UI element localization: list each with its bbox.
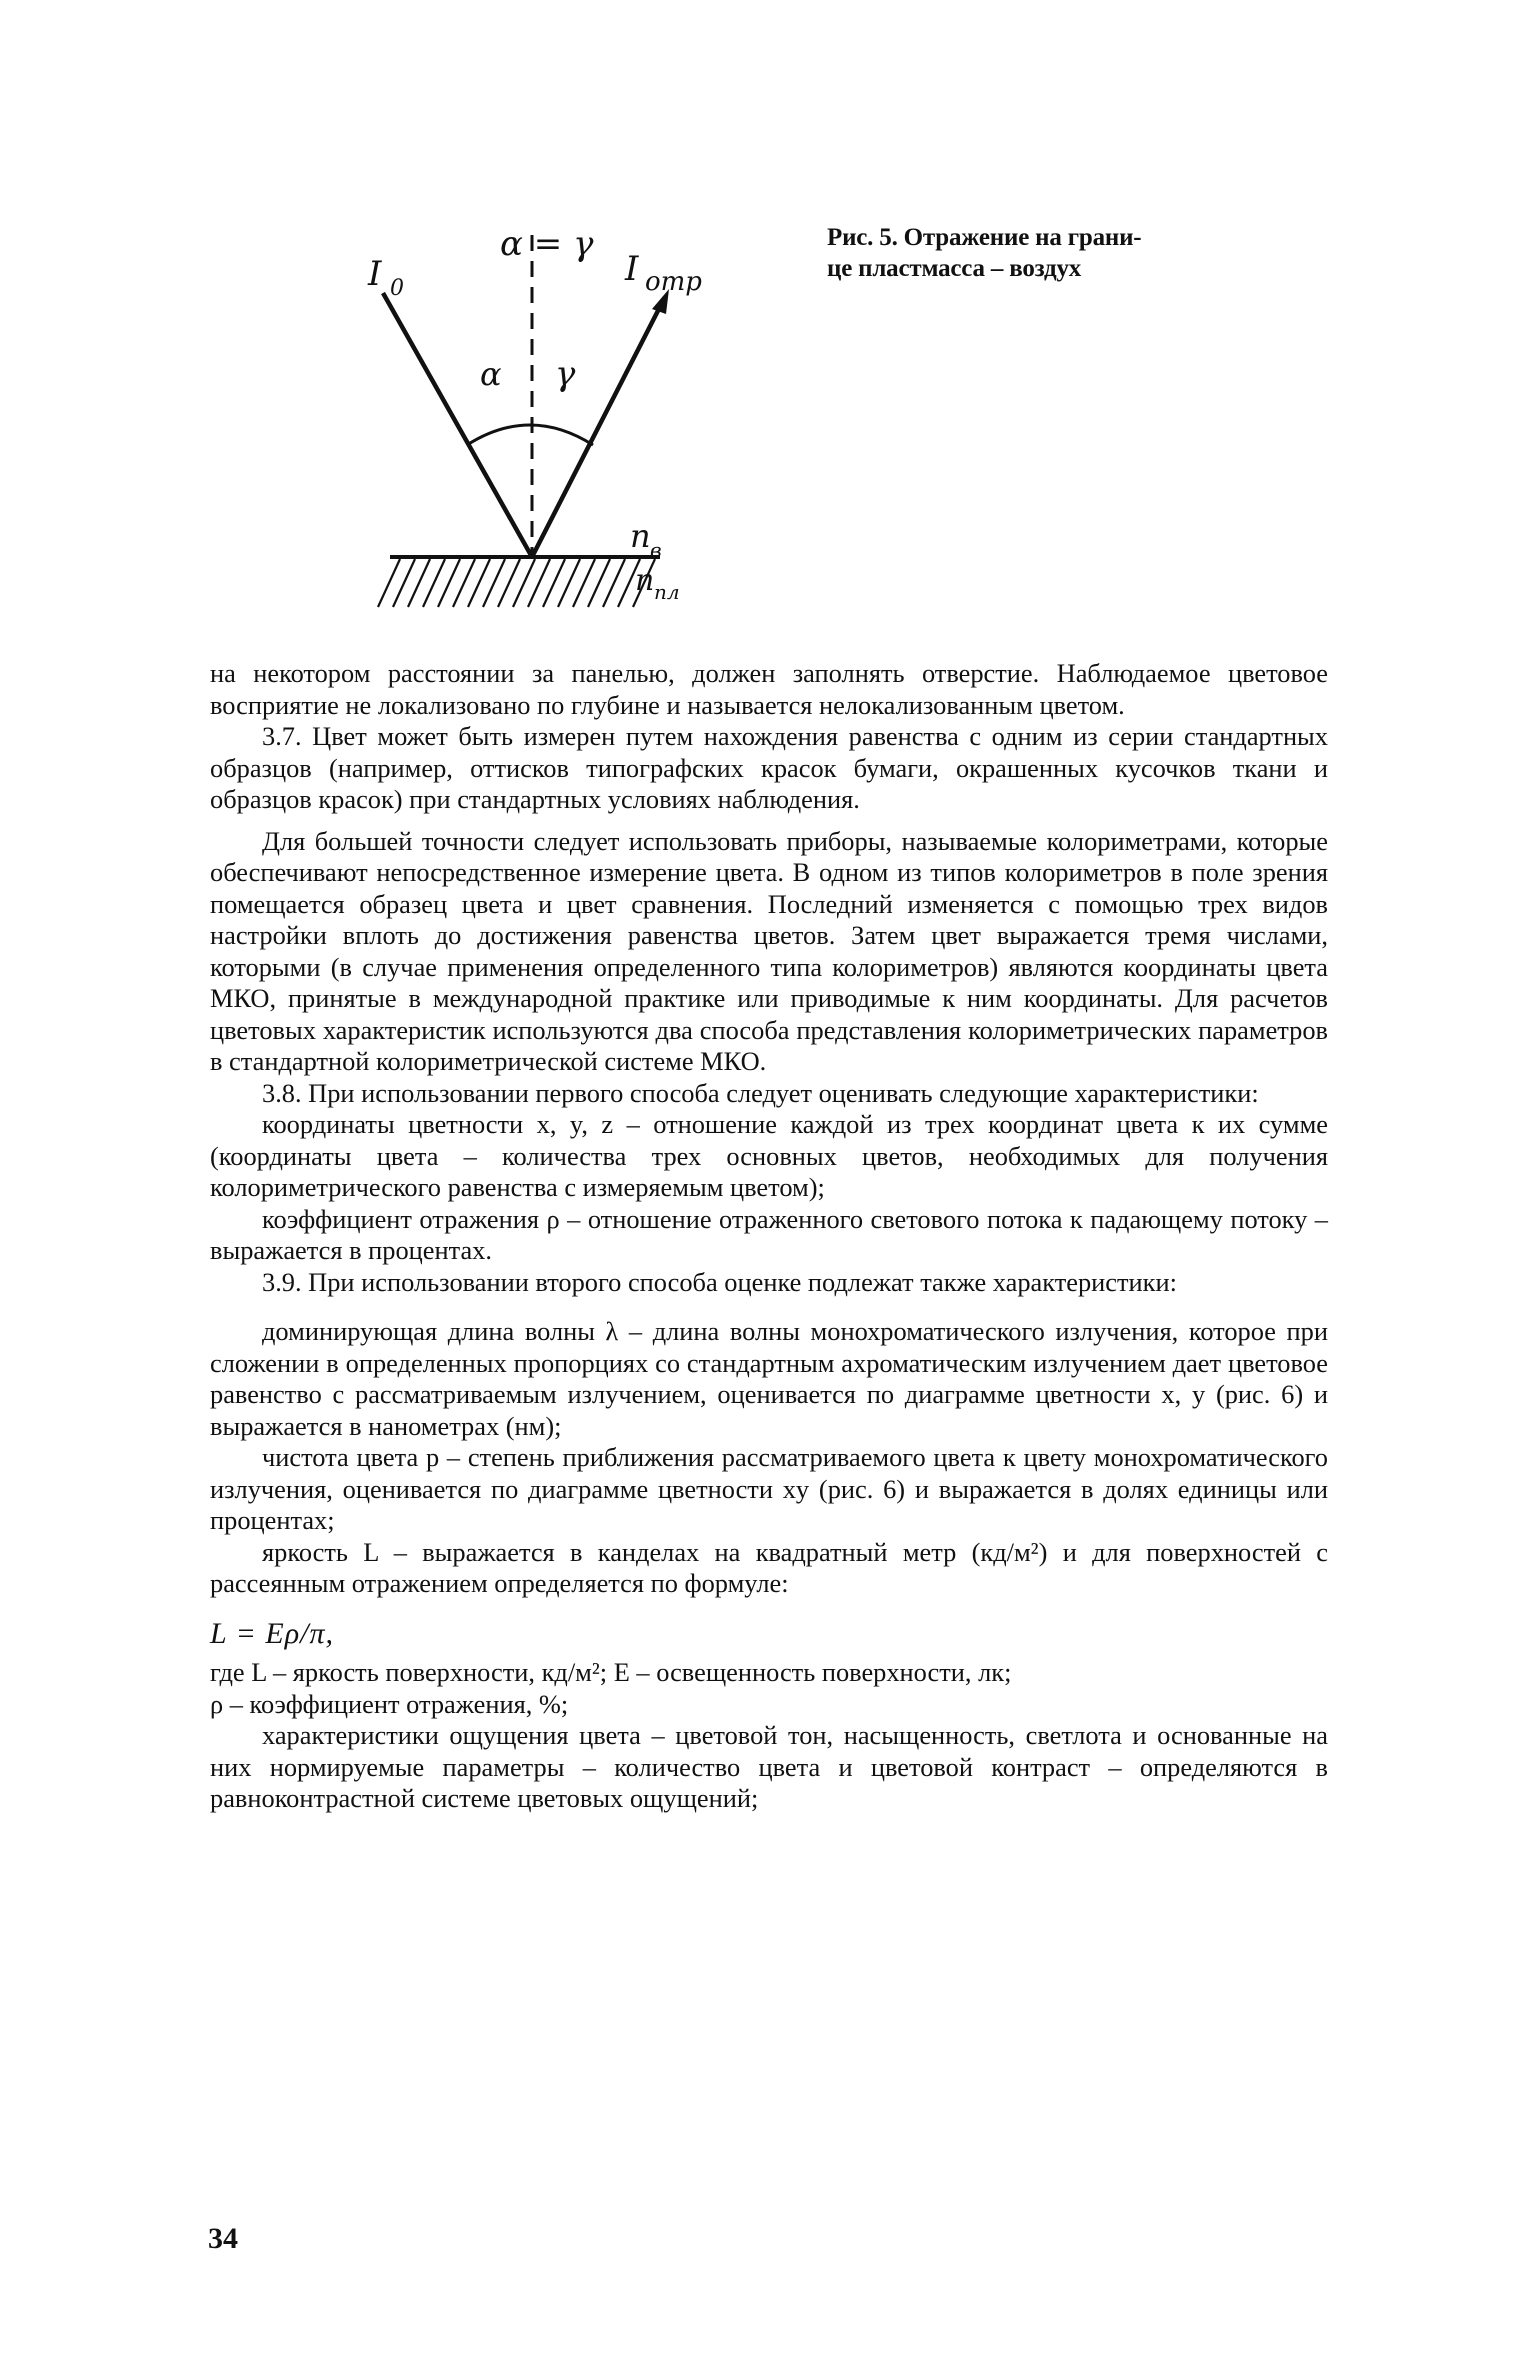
paragraph: где L – яркость поверхности, кд/м²; E – освещенность поверхности, лк; [210,1657,1012,1687]
paragraph: Для большей точности следует использовать приборы, называемые колориметрами, которые обеспечивают непосредственное измерение цвета. В одном из типов колориметров в поле зрения помещается образец цвета и цвет сравнения. Последний изменяется с помощью трех видов настройки вплоть до достижения равенства цветов. Затем цвет выражается тремя числами, которыми (в случае применения определенного типа колориметров) являются координаты цвета МКО, принятые в международной практике или приводимые к ним координаты. Для расчетов цветовых характеристик используются два способа представления колориметрических параметров в стандартной колориметрической системе МКО. [210,825,1328,1076]
paragraph: на некотором расстоянии за панелью, должен заполнять отверстие. Наблюдаемое цветовое восприятие не локализовано по глубине и называется нелокализованным цветом. [210,658,1328,720]
incident-ray [383,293,532,557]
label-reflected: I [625,249,639,289]
paragraph: яркость L – выражается в канделах на квадратный метр (кд/м²) и для поверхностей с рассеянным отражением определяется по формуле: [210,1536,1328,1598]
paragraph: ρ – коэффициент отражения, %; [210,1688,569,1719]
reflection-diagram [330,205,770,655]
label-incident: I [368,254,382,294]
body-text [210,658,1328,1815]
label-equality: α = γ [500,224,594,264]
surface-hatching [378,557,660,607]
paragraph: координаты цветности x, y, z – отношение каждой из трех координат цвета к их сумме (координаты цвета – количества трех основных цветов, необходимых для получения колориметрического равенства с измеряемым цветом); [210,1109,1328,1202]
page-number: 34 [208,2222,238,2255]
paragraph: коэффициент отражения ρ – отношение отраженного светового потока к падающему потоку – выражается в процентах. [210,1203,1328,1265]
figure-caption [827,222,1257,284]
label-reflected-sub: отр [645,267,702,297]
paragraph: 3.8. При использовании первого способа следует оценивать следующие характеристики: [262,1077,1259,1108]
label-n-air-sub: в [650,538,662,562]
paragraph: характеристики ощущения цвета – цветовой тон, насыщенность, светлота и основанные на них нормируемые параметры – количество цвета и цветовой контраст – определяются в равноконтрастной системе цветовых ощущений; [210,1720,1328,1813]
label-gamma: γ [555,354,576,394]
label-incident-sub: 0 [390,276,404,301]
label-alpha: α [480,355,502,393]
angle-arc [467,425,593,445]
label-n-air: n [630,517,651,555]
label-n-plastic: n [635,563,655,598]
paragraph: доминирующая длина волны λ – длина волны монохроматического излучения, которое при сложении в определенных пропорциях со стандартным ахроматическим излучением дает цветовое равенство с рассматриваемым излучением, оценивается по диаграмме цветности x, y (рис. 6) и выражается в нанометрах (нм); [210,1316,1328,1441]
label-n-plastic-sub: пл [654,580,680,604]
paragraph: 3.9. При использовании второго способа оценке подлежат также характеристики: [262,1266,1177,1297]
paragraph: чистота цвета p – степень приближения рассматриваемого цвета к цвету монохроматического излучения, оценивается по диаграмме цветности xy (рис. 6) и выражается в долях единицы или процентах; [210,1442,1328,1535]
figure-caption-line-2: це пластмасса – воздух [827,255,1082,282]
formula: L = Eρ/π, [210,1616,334,1650]
figure-caption-line-1: Рис. 5. Отражение на грани- [827,224,1142,251]
paragraph: 3.7. Цвет может быть измерен путем нахождения равенства с одним из серии стандартных образцов (например, оттисков типографских красок бумаги, окрашенных кусочков ткани и образцов красок) при стандартных условиях наблюдения. [210,721,1328,814]
